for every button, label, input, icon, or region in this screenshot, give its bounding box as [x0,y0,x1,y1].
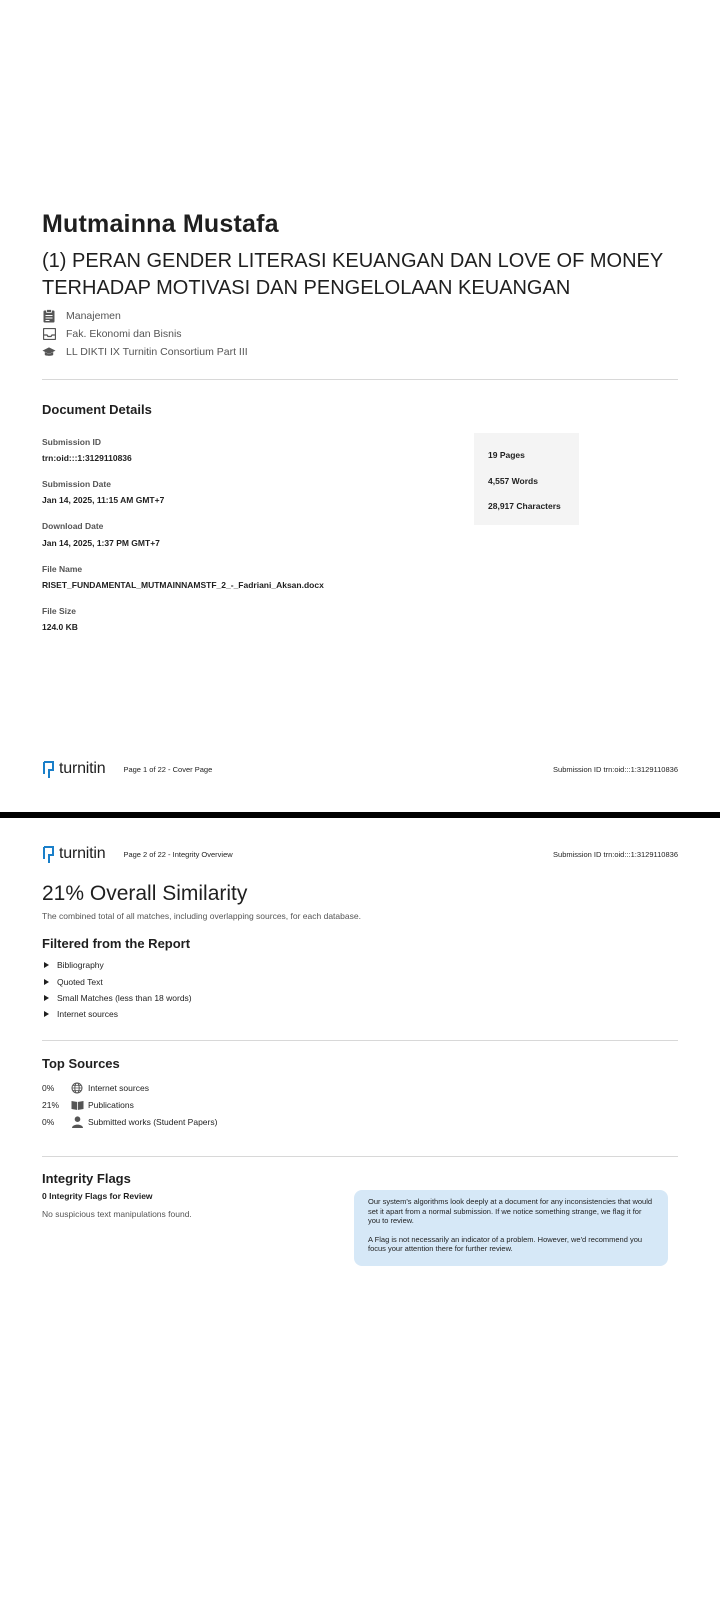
bullet-triangle-icon [44,979,49,985]
turnitin-wordmark: turnitin [59,760,106,777]
book-icon [70,1099,84,1111]
bullet-triangle-icon [44,962,49,968]
meta-course-text: Manajemen [66,310,121,322]
submission-id-value: trn:oid:::1:3129110836 [42,453,132,463]
clipboard-icon [42,309,56,323]
download-date-label: Download Date [42,521,104,531]
file-name-value: RISET_FUNDAMENTAL_MUTMAINNAMSTF_2_-_Fadriani_Aksan.docx [42,580,324,590]
footer-submission-id: Submission ID trn:oid:::1:3129110836 [553,764,678,774]
document-details-heading: Document Details [42,402,152,417]
filtered-heading: Filtered from the Report [42,936,191,951]
page-footer [42,757,678,781]
submission-id-label: Submission ID [42,437,102,447]
pages-count: 19 Pages [488,450,525,460]
page-header [42,842,678,866]
divider [42,1040,678,1041]
source-label: Submitted works (Student Papers) [88,1117,218,1127]
flags-info-paragraph: A Flag is not necessarily an indicator of a problem. However, we'd recommend you focus your attention there for further review. [368,1234,643,1253]
flags-info-paragraph: Our system's algorithms look deeply at a document for any inconsistencies that would set it apart from a normal submission. If we notice something strange, we flag it for you to review. [368,1197,653,1225]
submission-date-label: Submission Date [42,479,111,489]
meta-faculty [42,327,182,341]
filter-item: Bibliography [44,960,104,970]
source-label: Publications [88,1100,134,1110]
document-stats-box [474,433,579,525]
meta-institution [42,345,248,359]
flags-info-box [354,1190,668,1266]
similarity-note: The combined total of all matches, including overlapping sources, for each database. [42,911,361,921]
integrity-flags-count: 0 Integrity Flags for Review [42,1191,153,1201]
characters-count: 28,917 Characters [488,501,561,511]
source-percent: 0% [42,1117,55,1127]
no-flags-message: No suspicious text manipulations found. [42,1209,192,1219]
page-number-label: Page 2 of 22 - Integrity Overview [123,849,233,859]
meta-course [42,309,121,323]
download-date-value: Jan 14, 2025, 1:37 PM GMT+7 [42,538,160,548]
top-sources-heading: Top Sources [42,1056,120,1071]
meta-faculty-text: Fak. Ekonomi dan Bisnis [66,328,182,340]
page-number-label: Page 1 of 22 - Cover Page [123,764,213,774]
turnitin-wordmark: turnitin [59,845,106,862]
words-count: 4,557 Words [488,476,538,486]
header-submission-id: Submission ID trn:oid:::1:3129110836 [553,849,678,859]
integrity-flags-heading: Integrity Flags [42,1171,131,1186]
document-title: (1) PERAN GENDER LITERASI KEUANGAN DAN LOVE OF MONEY TERHADAP MOTIVASI DAN PENGELOLAAN KEUANGAN [42,250,663,299]
filter-item: Small Matches (less than 18 words) [44,993,192,1003]
author-name: Mutmainna Mustafa [42,210,279,238]
divider [42,379,678,380]
turnitin-mark-icon [42,844,56,864]
source-label: Internet sources [88,1083,149,1093]
file-name-label: File Name [42,564,83,574]
turnitin-logo [42,759,105,779]
turnitin-mark-icon [42,759,56,779]
person-icon [70,1116,84,1128]
graduation-cap-icon [42,345,56,359]
source-percent: 0% [42,1083,55,1093]
source-row-submitted [42,1116,217,1128]
overall-similarity: 21% Overall Similarity [42,882,248,905]
inbox-icon [42,327,56,341]
globe-icon [70,1082,84,1094]
divider [42,1156,678,1157]
bullet-triangle-icon [44,995,49,1001]
filter-item: Internet sources [44,1009,118,1019]
source-row-internet [42,1082,149,1094]
meta-institution-text: LL DIKTI IX Turnitin Consortium Part III [66,346,248,358]
source-row-publications [42,1099,134,1111]
source-percent: 21% [42,1100,60,1110]
submission-date-value: Jan 14, 2025, 11:15 AM GMT+7 [42,495,165,505]
bullet-triangle-icon [44,1011,49,1017]
turnitin-logo-2 [42,844,105,864]
file-size-value: 124.0 KB [42,622,78,632]
file-size-label: File Size [42,606,77,616]
filter-item: Quoted Text [44,977,103,987]
